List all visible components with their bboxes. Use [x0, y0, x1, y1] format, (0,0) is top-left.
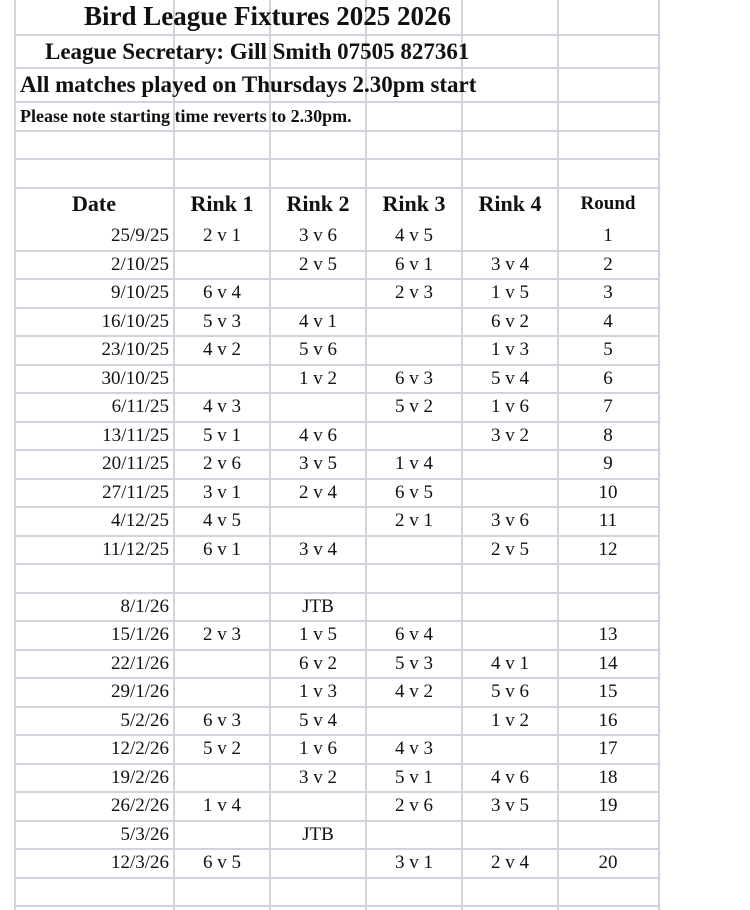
- column-header-rink1: Rink 1: [190, 191, 254, 216]
- cell-round: 14: [598, 652, 618, 674]
- cell-date: [14, 564, 169, 592]
- cell-date: 9/10/25: [110, 282, 169, 303]
- table-row: [0, 849, 750, 877]
- cell-r3: [366, 564, 462, 592]
- cell-r1: [174, 365, 270, 393]
- cell-date: 16/10/25: [101, 310, 169, 332]
- table-row: [0, 308, 750, 336]
- cell-r4: [462, 593, 558, 621]
- cell-r3: 2 v 6: [395, 795, 433, 816]
- cell-r3: 6 v 3: [395, 367, 433, 389]
- cell-r1: 5 v 2: [203, 738, 241, 759]
- table-row: [0, 564, 750, 592]
- cell-date: 12/3/26: [110, 852, 169, 873]
- cell-r2: 5 v 6: [299, 339, 337, 360]
- cell-r1: [174, 564, 270, 592]
- table-row: [0, 393, 750, 421]
- cell-r1: 5 v 1: [203, 424, 241, 446]
- cell-date: 19/2/26: [110, 766, 169, 788]
- cell-r1: [174, 650, 270, 678]
- cell-r3: 4 v 5: [395, 225, 433, 246]
- cell-r1: 4 v 5: [203, 510, 241, 531]
- cell-r2: [270, 393, 366, 421]
- cell-r3: 2 v 3: [395, 282, 433, 303]
- grid-line: [14, 905, 660, 907]
- cell-r3: [366, 536, 462, 564]
- cell-r1: [174, 678, 270, 706]
- cell-r2: 4 v 1: [299, 310, 337, 332]
- grid-line: [14, 158, 660, 160]
- cell-round: 18: [598, 766, 618, 788]
- cell-date: 27/11/25: [102, 481, 169, 503]
- cell-round: 19: [598, 795, 618, 816]
- table-row: [0, 365, 750, 393]
- cell-date: 25/9/25: [110, 225, 169, 246]
- cell-r3: [366, 593, 462, 621]
- cell-round: 5: [603, 339, 613, 360]
- cell-r2: JTB: [302, 823, 334, 845]
- column-header-round: Round: [580, 193, 636, 214]
- cell-round: 3: [603, 282, 613, 303]
- cell-r3: [366, 707, 462, 735]
- cell-date: 26/2/26: [110, 795, 169, 816]
- cell-r4: 3 v 4: [491, 253, 529, 275]
- cell-r3: [366, 308, 462, 336]
- cell-r2: 3 v 4: [299, 538, 337, 560]
- cell-round: 10: [598, 481, 618, 503]
- column-header-rink3: Rink 3: [382, 191, 446, 216]
- cell-round: 6: [603, 367, 613, 389]
- cell-r3: 6 v 4: [395, 624, 433, 645]
- cell-r1: 1 v 4: [203, 795, 241, 816]
- cell-r3: 6 v 1: [395, 253, 433, 275]
- cell-date: 30/10/25: [101, 367, 169, 389]
- cell-r1: 3 v 1: [203, 481, 241, 503]
- cell-round: 8: [603, 424, 613, 446]
- cell-r4: [462, 450, 558, 478]
- cell-r3: [366, 336, 462, 364]
- cell-r1: 5 v 3: [203, 310, 241, 332]
- column-header-rink2: Rink 2: [286, 191, 350, 216]
- cell-r4: [462, 821, 558, 849]
- cell-round: 20: [598, 852, 618, 873]
- cell-r2: 2 v 4: [299, 481, 337, 503]
- cell-date: 5/2/26: [120, 709, 169, 731]
- column-header-rink4: Rink 4: [478, 191, 542, 216]
- cell-r1: [174, 593, 270, 621]
- cell-r2: 1 v 2: [299, 367, 337, 389]
- cell-r4: 1 v 5: [491, 282, 529, 303]
- cell-date: 20/11/25: [102, 453, 169, 474]
- cell-r3: 3 v 1: [395, 852, 433, 873]
- cell-r2: [270, 507, 366, 535]
- cell-r3: 6 v 5: [395, 481, 433, 503]
- cell-r4: [462, 564, 558, 592]
- cell-r1: [174, 821, 270, 849]
- cell-r1: [174, 764, 270, 792]
- cell-date: 4/12/25: [110, 510, 169, 531]
- cell-r2: 4 v 6: [299, 424, 337, 446]
- cell-date: 2/10/25: [110, 253, 169, 275]
- cell-r2: 3 v 6: [299, 225, 337, 246]
- cell-r2: 5 v 4: [299, 709, 337, 731]
- cell-date: 13/11/25: [102, 424, 169, 446]
- cell-r2: 1 v 3: [299, 681, 337, 702]
- cell-r2: 1 v 6: [299, 738, 337, 759]
- cell-r4: [462, 222, 558, 250]
- cell-r4: 3 v 5: [491, 795, 529, 816]
- cell-r1: 6 v 5: [203, 852, 241, 873]
- table-row: [0, 764, 750, 792]
- table-row: [0, 735, 750, 763]
- secretary-line: League Secretary: Gill Smith 07505 827361: [45, 39, 470, 64]
- cell-r3: 5 v 1: [395, 766, 433, 788]
- cell-r3: 5 v 3: [395, 652, 433, 674]
- cell-r1: 6 v 1: [203, 538, 241, 560]
- cell-r4: [462, 479, 558, 507]
- cell-r4: 1 v 6: [491, 396, 529, 417]
- cell-r4: 4 v 6: [491, 766, 529, 788]
- cell-date: 15/1/26: [110, 624, 169, 645]
- cell-r2: 2 v 5: [299, 253, 337, 275]
- cell-r4: 2 v 4: [491, 852, 529, 873]
- table-row: [0, 336, 750, 364]
- cell-date: 22/1/26: [110, 652, 169, 674]
- cell-date: 5/3/26: [120, 823, 169, 845]
- cell-r3: 4 v 2: [395, 681, 433, 702]
- cell-r2: [270, 564, 366, 592]
- cell-r1: 6 v 3: [203, 709, 241, 731]
- grid-line: [14, 130, 660, 132]
- cell-r3: 5 v 2: [395, 396, 433, 417]
- cell-r3: [366, 422, 462, 450]
- table-row: [0, 251, 750, 279]
- cell-r4: 6 v 2: [491, 310, 529, 332]
- cell-round: 4: [603, 310, 613, 332]
- table-row: [0, 536, 750, 564]
- table-row: [0, 621, 750, 649]
- cell-r2: 3 v 2: [299, 766, 337, 788]
- cell-r3: 4 v 3: [395, 738, 433, 759]
- cell-r4: 1 v 2: [491, 709, 529, 731]
- cell-round: [558, 564, 658, 592]
- cell-r4: 3 v 6: [491, 510, 529, 531]
- table-row: [0, 678, 750, 706]
- table-row: [0, 279, 750, 307]
- cell-date: 11/12/25: [102, 538, 169, 560]
- cell-round: 13: [598, 624, 618, 645]
- table-row: [0, 821, 750, 849]
- cell-r3: [366, 821, 462, 849]
- schedule-line: All matches played on Thursdays 2.30pm start: [20, 72, 477, 97]
- cell-r2: [270, 792, 366, 820]
- cell-r2: 3 v 5: [299, 453, 337, 474]
- table-row: [0, 593, 750, 621]
- cell-date: 8/1/26: [120, 595, 169, 617]
- cell-date: 6/11/25: [111, 396, 169, 417]
- cell-r1: 4 v 2: [203, 339, 241, 360]
- grid-line: [14, 187, 660, 189]
- cell-r1: 2 v 3: [203, 624, 241, 645]
- cell-r4: [462, 735, 558, 763]
- note-line: Please note starting time reverts to 2.30pm.: [20, 106, 352, 126]
- cell-r4: 4 v 1: [491, 652, 529, 674]
- cell-round: 2: [603, 253, 613, 275]
- cell-r2: [270, 849, 366, 877]
- cell-round: [558, 821, 658, 849]
- cell-r1: [174, 251, 270, 279]
- cell-round: 17: [598, 738, 618, 759]
- cell-r1: 2 v 6: [203, 453, 241, 474]
- cell-r1: 4 v 3: [203, 396, 241, 417]
- page-title: Bird League Fixtures 2025 2026: [84, 1, 451, 31]
- cell-round: 11: [598, 510, 618, 531]
- cell-r4: 3 v 2: [491, 424, 529, 446]
- cell-r4: 5 v 4: [491, 367, 529, 389]
- cell-date: 12/2/26: [110, 738, 169, 759]
- cell-round: 15: [598, 681, 618, 702]
- column-header-date: Date: [72, 191, 116, 216]
- cell-round: 9: [603, 453, 613, 474]
- cell-round: 1: [603, 225, 613, 246]
- cell-round: 16: [598, 709, 618, 731]
- cell-date: 23/10/25: [101, 339, 169, 360]
- cell-r2: 6 v 2: [299, 652, 337, 674]
- cell-r3: 1 v 4: [395, 453, 433, 474]
- cell-r1: 6 v 4: [203, 282, 241, 303]
- cell-date: 29/1/26: [110, 681, 169, 702]
- cell-r2: [270, 279, 366, 307]
- table-row: [0, 450, 750, 478]
- cell-r4: [462, 621, 558, 649]
- cell-round: 12: [598, 538, 618, 560]
- table-row: [0, 707, 750, 735]
- table-row: [0, 650, 750, 678]
- cell-r4: 1 v 3: [491, 339, 529, 360]
- table-row: [0, 507, 750, 535]
- table-row: [0, 792, 750, 820]
- cell-r4: 2 v 5: [491, 538, 529, 560]
- cell-r2: JTB: [302, 595, 334, 617]
- table-row: [0, 422, 750, 450]
- table-row: [0, 222, 750, 250]
- cell-round: [558, 593, 658, 621]
- table-row: [0, 479, 750, 507]
- cell-r2: 1 v 5: [299, 624, 337, 645]
- cell-round: 7: [603, 396, 613, 417]
- cell-r3: 2 v 1: [395, 510, 433, 531]
- cell-r4: 5 v 6: [491, 681, 529, 702]
- cell-r1: 2 v 1: [203, 225, 241, 246]
